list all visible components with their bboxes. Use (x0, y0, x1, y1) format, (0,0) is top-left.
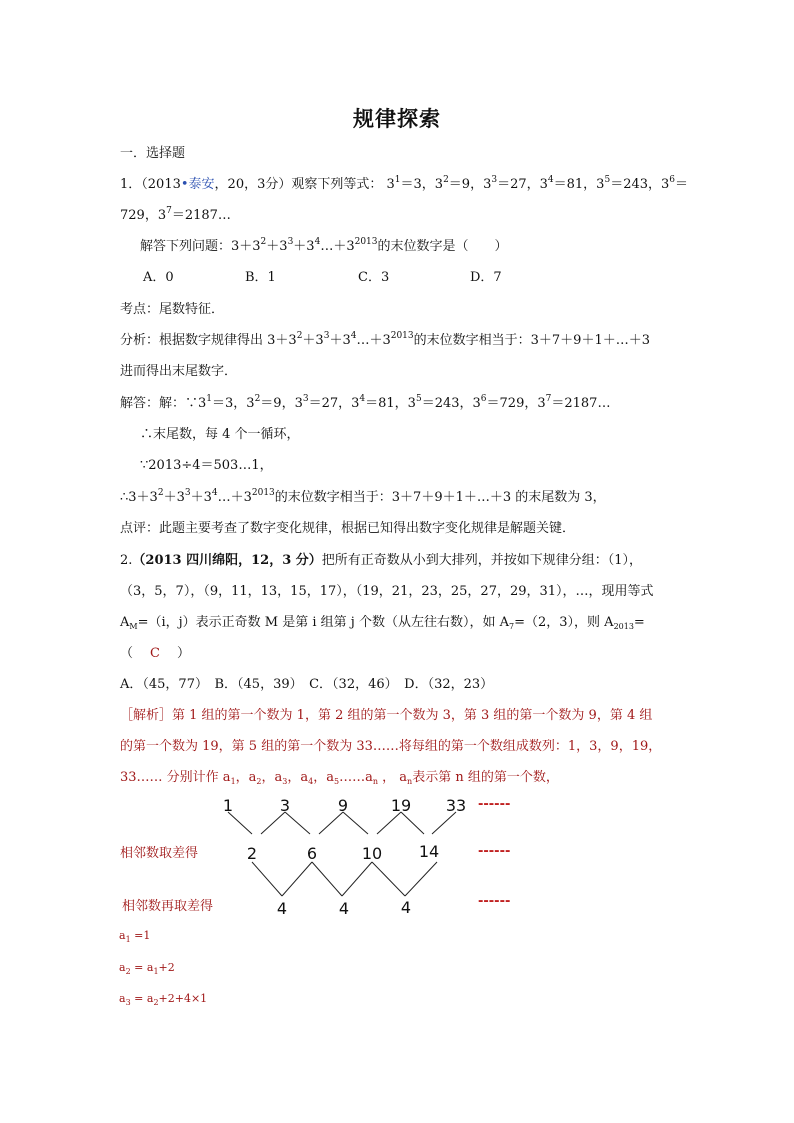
q2-line3 (120, 615, 645, 631)
q1-fenxi-tail: 的末位数字相当于：3＋7＋9＋1＋…＋3 (413, 333, 650, 348)
q1-option-c: C．3 (358, 270, 390, 285)
q1-ask-tail: 的末位数字是（ ） (377, 239, 508, 254)
row2-value: 2 (246, 844, 258, 863)
formula-a3: $a_3 = a_2+2+4\times 1$ (119, 992, 208, 1007)
q1-option-d: D．7 (470, 270, 502, 285)
formula-a3-end: +2+4×1 (158, 992, 208, 1005)
formula-a2: $a_2 = a_1+2$ (119, 961, 175, 976)
diagram-row1 (223, 796, 466, 815)
q2-a-sub-m: M (129, 622, 138, 631)
row1-value: 19 (390, 796, 412, 815)
q1-fenxi-line2: 进而得出末尾数字． (120, 364, 238, 379)
formula-a2-rhs: = a (130, 961, 154, 974)
formula-a3-lhs: a (119, 992, 126, 1005)
q1-jieda4-tail: 的末位数字相当于：3＋7＋9＋1＋…＋3 的末尾数为 3， (274, 490, 606, 505)
formula-a1-rhs: =1 (130, 929, 151, 942)
formula-a3-rhs: = a (130, 992, 154, 1005)
q1-line2: 729，$3^7=2187\dots$ (120, 206, 231, 223)
diagram-label-diff1: 相邻数取差得 (120, 846, 199, 861)
q2-number: 2. (120, 553, 133, 568)
row3-value: 4 (338, 899, 350, 918)
row1-value: 3 (279, 796, 291, 815)
q1-kaodian: 考点：尾数特征． (120, 302, 225, 317)
q2-line1 (120, 553, 642, 569)
q1-jieda: 解答：解：$\because 3^1=3$，$3^2=9$，$3^3=27$，$3^4=81$，$3^5=243$，$3^6=729$，$3^7=2187\dots$ (120, 394, 611, 411)
page-title: 规律探索 (353, 106, 441, 131)
q1-jieda4-head: ∴3＋3 (120, 490, 158, 505)
q1-sequence-cont: 729，3 (120, 208, 167, 223)
q1-line1: 1．（2013•泰安，20，3分）观察下列等式： $3^1=3$，$3^2=9$，$3^3=27$，$3^4=81$，$3^5=243$，$3^6=$ (120, 175, 689, 192)
q1-source-link[interactable]: •泰安 (180, 177, 215, 192)
section-heading: 一．选择题 (120, 146, 186, 161)
q1-ask: 解答下列问题：$3+3^2+3^3+3^4\dots+3^{2013}$的末位数字是（ ） (140, 237, 508, 254)
q1-fenxi: 分析：根据数字规律得出 $3+3^2+3^3+3^4\dots+3^{2013}$的末位数字相当于：3＋7＋9＋1＋…＋3 (120, 331, 650, 348)
q2-source: （2013 四川绵阳，12，3 分） (132, 553, 322, 568)
diagram-label-diff2: 相邻数再取差得 (122, 899, 214, 914)
row3-value: 4 (400, 898, 412, 917)
row2-value: 14 (418, 842, 440, 861)
q1-source-open: （2013 (141, 177, 181, 192)
q2-line3-mid: =（i，j）表示正奇数 M 是第 i 组第 j 个数（从左往右数），如 A (137, 615, 509, 630)
row2-value: 10 (361, 844, 383, 863)
q2-jiexi3-tail: 表示第 n 组的第一个数， (412, 770, 559, 785)
row1-value: 9 (337, 796, 349, 815)
q2-line1-text: 把所有正奇数从小到大排列，并按如下规律分组：（1）， (321, 553, 643, 568)
q1-jieda-line2: ∴末尾数，每 4 个一循环， (140, 427, 300, 442)
diagram-row3 (277, 898, 411, 918)
q2-a-sub-7: 7 (509, 622, 515, 631)
q2-a-sub-2013: 2013 (613, 622, 634, 631)
row2-dash-mark: ------ (478, 844, 511, 859)
q1-option-a: A．0 (143, 270, 174, 285)
q2-line4 (120, 646, 190, 662)
q2-jiexi3-head: 33…… 分别计作 a (120, 770, 231, 785)
q1-number: 1． (120, 177, 142, 192)
row1-dash-mark: ------ (478, 797, 511, 812)
formula-a2-end: +2 (158, 961, 175, 974)
q1-jieda-line3: ∵2013÷4＝503…1， (140, 458, 273, 473)
row3-value: 4 (276, 899, 288, 918)
diagram-row2 (247, 842, 439, 863)
formula-a2-lhs: a (119, 961, 126, 974)
q1-dianping: 点评：此题主要考查了数字变化规律，根据已知得出数字变化规律是解题关键． (120, 521, 576, 536)
row1-value: 33 (445, 796, 467, 815)
q1-jieda-line4: $\therefore 3+3^2+3^3+3^4\dots+3^{2013}$的末位数字相当于：3＋7＋9＋1＋…＋3 的末尾数为 3， (120, 488, 606, 505)
formula-a1: $a_1 =1$ (119, 929, 151, 944)
q1-option-b: B．1 (245, 270, 276, 285)
q2-line2: （3，5，7），（9，11，13，15，17），（19，21，23，25，27，29，31），…，现用等式 (120, 584, 654, 599)
q2-line3-eq: = (633, 615, 645, 630)
row1-value: 1 (222, 796, 234, 815)
q2-jiexi-line3: 33…… 分别计作 $a_1$，$a_2$，$a_3$，$a_4$，$a_5\dots\dots a_n$ ， $a_n$表示第 n 组的第一个数， (120, 770, 559, 786)
q2-line3-tail: =（2，3），则 A (514, 615, 614, 630)
q2-paren-open: （ (120, 646, 134, 661)
q1-ask-head: 解答下列问题：3＋3 (140, 239, 261, 254)
formula-a1-lhs: a (119, 929, 126, 942)
q1-fenxi-head: 分析：根据数字规律得出 3＋3 (120, 333, 297, 348)
q2-a-letter: A (120, 615, 130, 630)
q1-jieda-head: 解答：解：∵3 (120, 396, 207, 411)
q2-answer: C (150, 646, 160, 661)
q2-jiexi-line2: 的第一个数为 19，第 5 组的第一个数为 33……将每组的第一个数组成数列：1，3，9，19， (120, 739, 662, 754)
q2-jiexi-line1: ［解析］第 1 组的第一个数为 1，第 2 组的第一个数为 3，第 3 组的第一个数为 9，第 4 组 (120, 708, 653, 723)
q2-options: A．（45，77） B．（45，39） C．（32，46） D．（32，23） (120, 677, 494, 692)
row2-value: 6 (306, 844, 318, 863)
q1-source-rest: ，20，3分）观察下列等式： (214, 177, 383, 192)
row3-dash-mark: ------ (478, 894, 511, 909)
q2-paren-close: ） (177, 646, 191, 661)
